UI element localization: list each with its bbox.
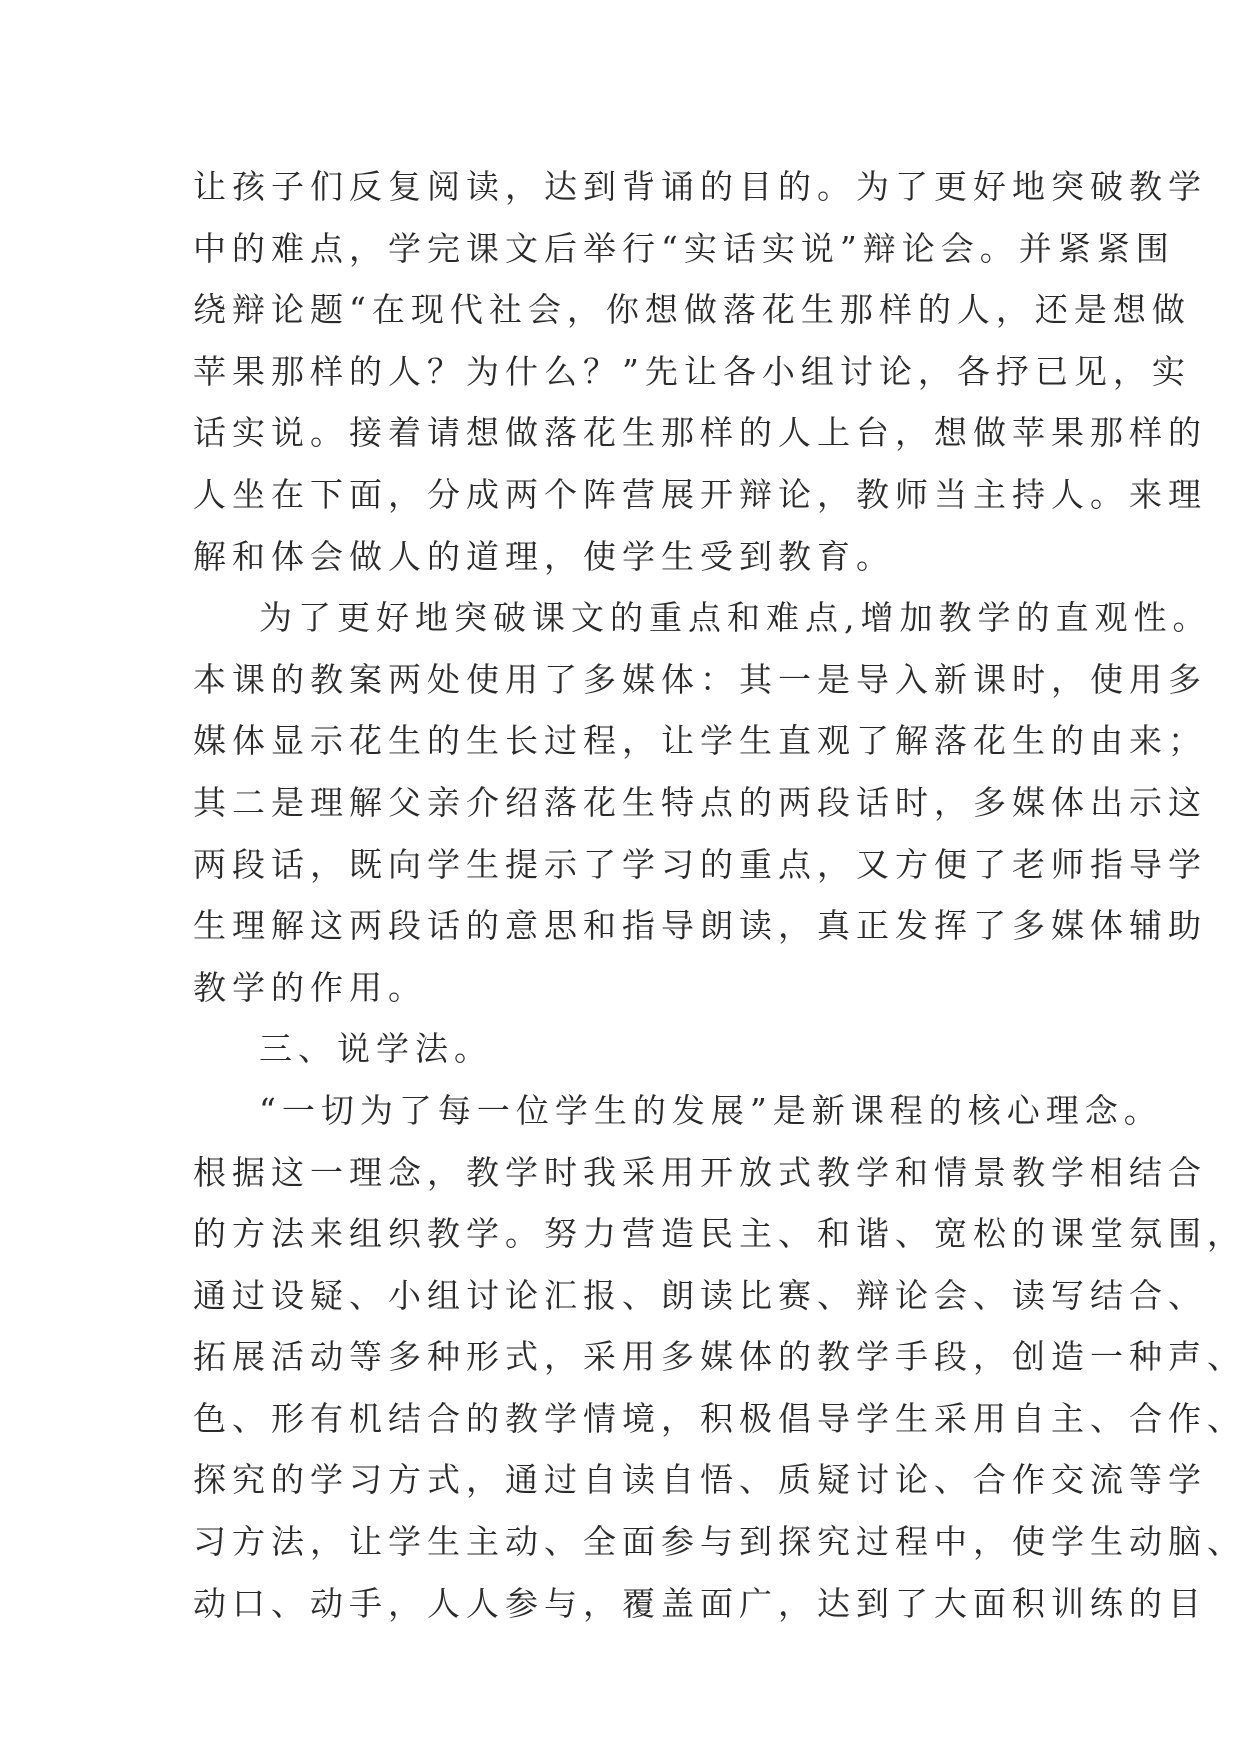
text-line: 三、说学法。 [259, 1029, 493, 1069]
text-line: 话实说。接着请想做落花生那样的人上台，想做苹果那样的 [193, 413, 1207, 453]
text-line: 生理解这两段话的意思和指导朗读，真正发挥了多媒体辅助 [193, 906, 1207, 946]
text-line: 色、形有机结合的教学情境，积极倡导学生采用自主、合作、 [193, 1398, 1246, 1438]
text-line: 绕辩论题“在现代社会，你想做落花生那样的人，还是想做 [193, 290, 1191, 330]
text-line: 教学的作用。 [193, 967, 427, 1007]
text-line: 的方法来组织教学。努力营造民主、和谐、宽松的课堂氛围， [193, 1214, 1246, 1254]
text-line: 让孩子们反复阅读，达到背诵的目的。为了更好地突破教学 [193, 167, 1207, 206]
text-line: 人坐在下面，分成两个阵营展开辩论，教师当主持人。来理 [193, 474, 1207, 514]
text-line: 为了更好地突破课文的重点和难点,增加教学的直观性。 [259, 598, 1212, 638]
text-line: 本课的教案两处使用了多媒体：其一是导入新课时，使用多 [193, 659, 1207, 699]
text-line: 探究的学习方式，通过自读自悟、质疑讨论、合作交流等学 [193, 1460, 1207, 1500]
body-text [193, 156, 1246, 1634]
text-line: 苹果那样的人？为什么？”先让各小组讨论，各抒已见，实 [193, 351, 1191, 391]
text-line: 拓展活动等多种形式，采用多媒体的教学手段，创造一种声、 [193, 1337, 1246, 1377]
text-line: 两段话，既向学生提示了学习的重点，又方便了老师指导学 [193, 844, 1207, 884]
text-line: 中的难点，学完课文后举行“实话实说”辩论会。并紧紧围 [193, 228, 1175, 268]
text-line: “一切为了每一位学生的发展”是新课程的核心理念。 [259, 1090, 1163, 1130]
text-line: 解和体会做人的道理，使学生受到教育。 [193, 536, 895, 576]
text-line: 通过设疑、小组讨论汇报、朗读比赛、辩论会、读写结合、 [193, 1275, 1207, 1315]
text-line: 习方法，让学生主动、全面参与到探究过程中，使学生动脑、 [193, 1522, 1246, 1562]
text-line: 动口、动手，人人参与，覆盖面广，达到了大面积训练的目 [193, 1583, 1207, 1623]
text-line: 其二是理解父亲介绍落花生特点的两段话时，多媒体出示这 [193, 782, 1207, 822]
text-line: 媒体显示花生的生长过程，让学生直观了解落花生的由来； [193, 721, 1207, 761]
text-line: 根据这一理念，教学时我采用开放式教学和情景教学相结合 [193, 1152, 1207, 1192]
